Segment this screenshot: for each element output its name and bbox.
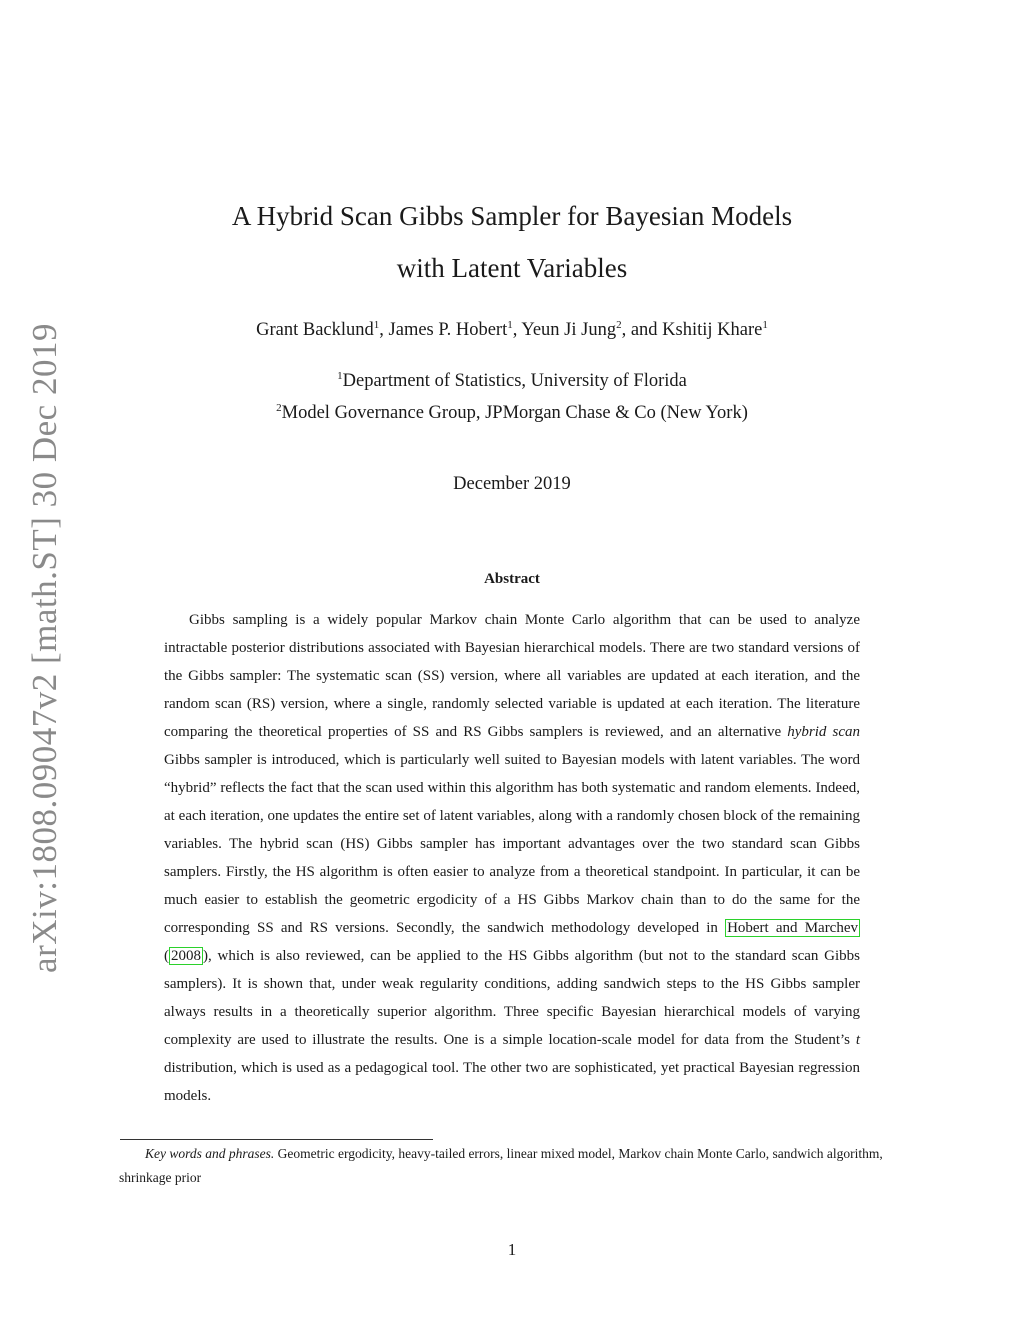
affiliation-mark: 1: [337, 370, 343, 382]
affiliation: [0, 399, 1024, 427]
author-separator: ,: [512, 320, 522, 340]
citation-year-link[interactable]: 2008: [171, 948, 201, 964]
author-name: Kshitij Khare: [662, 320, 763, 340]
footnote-divider: [120, 1139, 433, 1140]
page-number: 1: [507, 1240, 517, 1259]
author-name: James P. Hobert: [388, 320, 508, 340]
author-name: Yeun Ji Jung: [521, 320, 617, 340]
author-affiliation-mark: 1: [762, 319, 768, 331]
paper-title-line-1: A Hybrid Scan Gibbs Sampler for Bayesian Models: [231, 201, 793, 231]
abstract-text: distribution, which is used as a pedagogical tool. The other two are sophisticated, yet practical Bayesian regression models.: [164, 1060, 860, 1104]
citation-link[interactable]: Hobert and Marchev: [727, 920, 858, 936]
abstract-text: Gibbs sampling is a widely popular Markov chain Monte Carlo algorithm that can be used to analyze intractable posterior distributions associated with Bayesian hierarchical models. There are two standard versions of the Gibbs sampler: The systematic scan (SS) version, where all variables are updated at each iteration, and the random scan (RS) version, where a single, randomly selected variable is updated at each iteration. The literature comparing the theoretical properties of SS and RS Gibbs samplers is reviewed, and an alternative: [164, 612, 860, 740]
keywords-footnote: [119, 1142, 907, 1190]
keywords-text: Geometric ergodicity, heavy-tailed errors, linear mixed model, Markov chain Monte Carlo, sandwich algorithm, shrinkage prior: [119, 1146, 883, 1185]
abstract-heading: Abstract: [484, 571, 540, 587]
affiliation: [0, 367, 1024, 395]
author-affiliation-mark: 1: [507, 319, 513, 331]
abstract-text: Gibbs sampler is introduced, which is particularly well suited to Bayesian models with latent variables. The word “hybrid” reflects the fact that the scan used within this algorithm has both systematic and random elements. Indeed, at each iteration, one updates the entire set of latent variables, along with a randomly chosen block of the remaining variables. The hybrid scan (HS) Gibbs sampler has important advantages over the two standard scan Gibbs samplers. Firstly, the HS algorithm is often easier to analyze from a theoretical standpoint. In particular, it can be much easier to establish the geometric ergodicity of a HS Gibbs Markov chain than to do the same for the corresponding SS and RS versions. Secondly, the sandwich methodology developed in: [164, 752, 860, 936]
keywords-label: Key words and phrases.: [145, 1146, 275, 1161]
publication-date: December 2019: [453, 474, 571, 494]
author-name: Grant Backlund: [256, 320, 374, 340]
abstract-text: which is also reviewed, can be applied to the HS Gibbs algorithm (but not to the standard scan Gibbs samplers). It is shown that, under weak regularity conditions, adding sandwich steps to the HS Gibbs sampler always results in a theoretically superior algorithm. Three specific Bayesian hierarchical models of varying complexity are used to illustrate the results. One is a simple location-scale model for data from the Student’s: [164, 948, 860, 1048]
author-affiliation-mark: 1: [373, 319, 380, 331]
author-list: [0, 316, 1024, 344]
affiliation-text: Model Governance Group, JPMorgan Chase & Co (New York): [281, 403, 748, 423]
author-separator: , and: [621, 320, 663, 340]
citation-paren-open: (: [164, 948, 169, 964]
math-symbol: t: [855, 1032, 860, 1048]
arxiv-side-stamp: [20, 322, 70, 973]
affiliation-text: Department of Statistics, University of Florida: [342, 371, 687, 391]
abstract-emphasis: hybrid scan: [787, 724, 860, 740]
citation-paren-close: ),: [203, 948, 212, 964]
paper-title-line-2: with Latent Variables: [396, 253, 628, 283]
arxiv-identifier: arXiv:1808.09047v2 [math.ST] 30 Dec 2019: [25, 322, 64, 973]
affiliation-mark: 2: [276, 402, 282, 414]
author-affiliation-mark: 2: [616, 319, 622, 331]
author-separator: ,: [379, 320, 389, 340]
abstract-body: [164, 606, 860, 1110]
